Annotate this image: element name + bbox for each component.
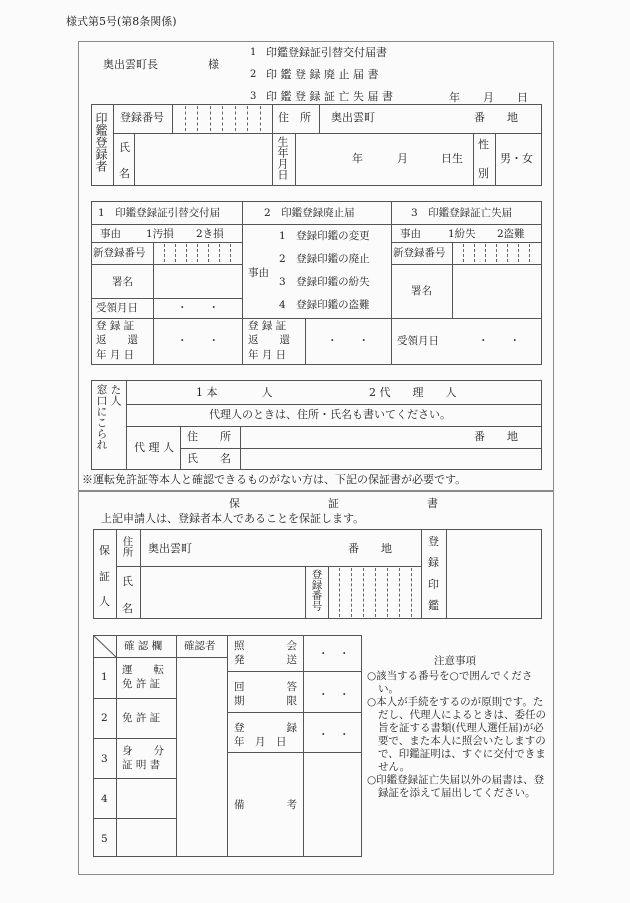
col1-new-no-label: 新登録番号 — [93, 247, 146, 259]
proxy-label: 代 理 人 — [134, 441, 174, 454]
col2-title: 2 印鑑登録廃止届 — [264, 207, 355, 219]
guarantor-town: 奥出雲町 — [148, 542, 192, 555]
proxy-instruction: 代理人のときは、住所・氏名も書いてください。 — [209, 408, 451, 421]
caution-item: ○本人が手続をするのが原則です。ただし、代理人によるときは、委任の旨を証する書類(代理人選任届)が必要で、また本人に照会いたしますので、印鑑証明は、すぐに交付できません。 — [367, 696, 546, 773]
guarantor-reg-no-label: 登録番号 — [310, 569, 323, 611]
col3-new-no-label: 新登録番号 — [393, 247, 446, 259]
guarantor-banchi: 番 地 — [348, 542, 392, 555]
guarantee-statement: 上記申請人は、登録者本人であることを保証します。 — [101, 512, 365, 525]
name-input[interactable] — [135, 134, 271, 185]
seal-label-1: 登 — [428, 535, 439, 548]
name-label-1: 氏 — [119, 141, 130, 154]
sex-label-2: 別 — [478, 167, 489, 180]
col2-reason-2[interactable]: 2 登録印鑑の廃止 — [279, 253, 370, 265]
date-year-label: 年 — [449, 91, 460, 104]
seal-label-2: 録 — [428, 556, 439, 569]
cautions-title: 注意事項 — [434, 655, 476, 667]
col3-reason-1[interactable]: 1紛失 — [448, 228, 476, 240]
col3-received-label: 受領月日 — [397, 335, 439, 347]
birth-day-label: 日生 — [441, 152, 463, 165]
answer-label-1: 回 答 — [234, 681, 297, 693]
col2-return-l1: 登 録 証 — [248, 320, 287, 332]
remarks-input[interactable] — [304, 753, 361, 856]
guarantor-name-label-2: 名 — [122, 602, 133, 615]
confirmer-input[interactable] — [177, 658, 226, 856]
remarks-label: 備 考 — [234, 799, 297, 811]
col2-reason-4[interactable]: 4 登録印鑑の盗難 — [279, 299, 370, 311]
register-label-2: 年 月 日 — [234, 736, 287, 748]
date-month-label: 月 — [483, 91, 494, 104]
register-date[interactable]: ・ ・ — [318, 729, 350, 741]
confirm-col-header: 確 認 欄 — [124, 640, 163, 652]
col3-new-no-input[interactable] — [453, 243, 541, 263]
guarantor-side-3: 人 — [99, 595, 110, 608]
date-field[interactable] — [420, 88, 530, 104]
inquiry-label-1: 照 会 — [234, 640, 297, 652]
col1-sign-label: 署名 — [112, 276, 133, 288]
diagonal-corner-line — [93, 635, 117, 658]
col2-return-value[interactable]: ・ ・ — [327, 335, 369, 347]
visitor-option-self[interactable]: 1 本 人 — [196, 386, 273, 399]
date-day-label: 日 — [517, 91, 528, 104]
col3-title: 3 印鑑登録証亡失届 — [411, 207, 513, 219]
footnote: ※運転免許証等本人と確認できるものがない方は、下記の保証書が必要です。 — [82, 473, 467, 486]
confirmer-col-header: 確認者 — [184, 640, 216, 652]
col1-sign-input[interactable] — [154, 265, 241, 297]
col1-return-l3: 年 月 日 — [96, 349, 135, 361]
col3-reason-label: 事由 — [400, 228, 421, 240]
seal-area[interactable] — [447, 530, 541, 618]
guarantee-title: 保 証 書 — [229, 497, 438, 510]
col2-reason-label: 事由 — [248, 267, 269, 279]
reg-no-label: 登録番号 — [120, 111, 164, 124]
proxy-address-banchi: 番 地 — [474, 430, 518, 443]
col1-return-l1: 登 録 証 — [96, 320, 135, 332]
guarantor-reg-no-input[interactable] — [329, 567, 420, 618]
col1-reason-1[interactable]: 1汚損 — [146, 228, 174, 240]
col1-reason-2[interactable]: 2き損 — [196, 228, 224, 240]
addressee: 奥出雲町長 — [103, 58, 158, 71]
answer-date[interactable]: ・ ・ — [318, 689, 350, 701]
col3-sign-input[interactable] — [453, 265, 541, 317]
honorific: 様 — [208, 58, 219, 71]
guarantor-address-label: 住所 — [121, 536, 134, 557]
col2-return-l3: 年 月 日 — [248, 349, 287, 361]
guarantor-side-1: 保 — [99, 544, 110, 557]
seal-label-3: 印 — [428, 578, 439, 591]
answer-label-2: 期 限 — [234, 695, 297, 707]
caution-item: ○印鑑登録証亡失届以外の届書は、登録証を添えて届出してください。 — [367, 774, 545, 799]
seal-label-4: 鑑 — [428, 599, 439, 612]
address-town: 奥出雲町 — [331, 111, 375, 124]
col3-sign-label: 署名 — [411, 285, 432, 297]
col3-received-value[interactable]: ・ ・ — [478, 335, 520, 347]
registrant-section-label: 印鑑登録者 — [94, 112, 108, 172]
name-label-2: 名 — [119, 167, 130, 180]
caution-item: ○該当する番号を○で囲んでください。 — [367, 670, 533, 695]
col2-return-l2: 返 還 — [248, 334, 290, 346]
form-number: 様式第5号(第8条関係) — [66, 15, 177, 28]
birth-year-label: 年 — [352, 152, 363, 165]
col1-received-label: 受領月日 — [96, 302, 138, 314]
proxy-name-label: 氏 名 — [187, 452, 231, 465]
inquiry-label-2: 発 送 — [234, 654, 297, 666]
col1-return-value[interactable]: ・ ・ — [177, 335, 219, 347]
birth-label: 生年月日 — [276, 136, 289, 180]
address-banchi: 番 地 — [474, 111, 518, 124]
sex-label-1: 性 — [478, 138, 489, 151]
reg-no-input[interactable] — [173, 105, 271, 132]
inquiry-date[interactable]: ・ ・ — [318, 648, 350, 660]
col1-return-l2: 返 還 — [96, 334, 138, 346]
visitor-side-label-2: た人 — [109, 384, 122, 406]
proxy-name-input[interactable] — [241, 449, 541, 469]
col3-reason-2[interactable]: 2盗難 — [497, 228, 525, 240]
guarantor-name-label-1: 氏 — [122, 575, 133, 588]
col1-new-no-input[interactable] — [154, 243, 241, 263]
birth-month-label: 月 — [397, 152, 408, 165]
address-label: 住 所 — [278, 111, 311, 124]
col2-reason-3[interactable]: 3 登録印鑑の紛失 — [279, 276, 370, 288]
col1-reason-label: 事由 — [100, 228, 121, 240]
visitor-side-label: 窓口にこられ — [95, 384, 108, 450]
guarantor-name-input[interactable] — [141, 567, 304, 618]
col1-title: 1 印鑑登録証引替交付届 — [98, 207, 221, 219]
visitor-option-proxy[interactable]: 2 代 理 人 — [369, 386, 457, 399]
col1-received-value[interactable]: ・ ・ — [177, 302, 219, 314]
register-label-1: 登 録 — [234, 722, 297, 734]
proxy-address-label: 住 所 — [187, 430, 231, 443]
guarantor-side-2: 証 — [99, 570, 110, 583]
col2-reason-1[interactable]: 1 登録印鑑の変更 — [279, 230, 370, 242]
sex-options[interactable]: 男・女 — [500, 152, 533, 165]
